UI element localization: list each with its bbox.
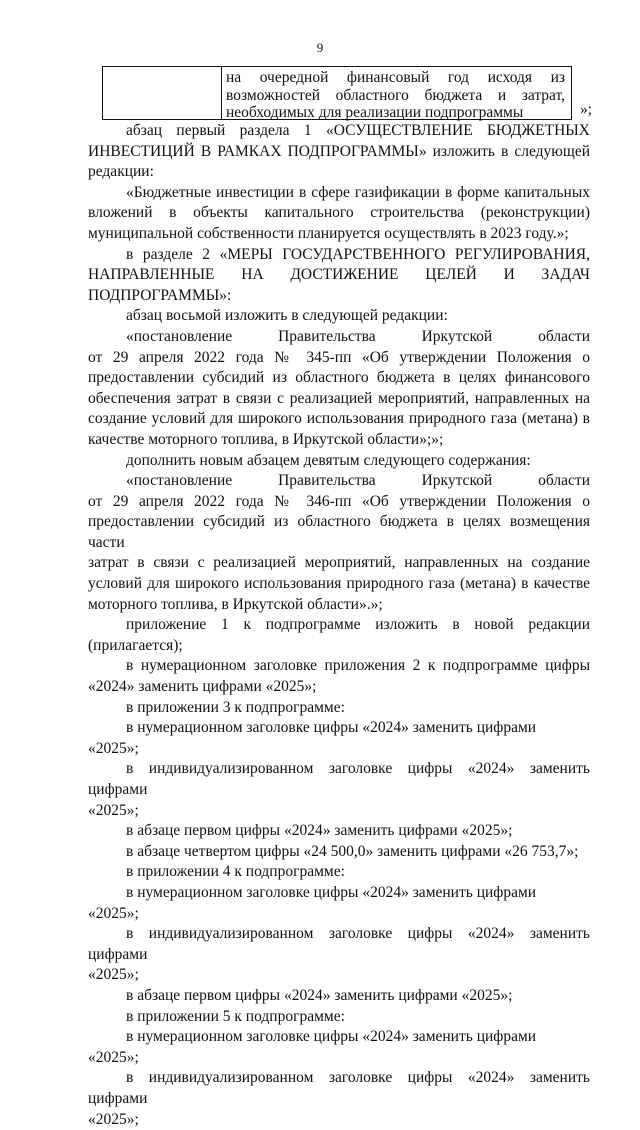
table-empty-cell	[103, 67, 222, 119]
paragraph	[88, 327, 590, 451]
text-line: ПОДПРОГРАММЫ»:	[88, 286, 590, 307]
text-line: в абзаце первом цифры «2024» заменить цифрами «2025»;	[88, 821, 590, 842]
text-line: ИНВЕСТИЦИЙ В РАМКАХ ПОДПРОГРАММЫ» изложить в следующей	[88, 142, 590, 163]
paragraph	[88, 821, 590, 842]
text-line: в индивидуализированном заголовке цифры «2024» заменить цифрами	[88, 759, 590, 800]
text-line: в абзаце четвертом цифры «24 500,0» заменить цифрами «26 753,7»;	[88, 842, 590, 863]
paragraph	[88, 451, 590, 472]
text-line: качестве моторного топлива, в Иркутской области»;»;	[88, 430, 590, 451]
paragraph	[88, 924, 590, 986]
paragraph	[88, 1027, 590, 1068]
text-line: «постановление Правительства Иркутской области	[88, 327, 590, 348]
table-fragment	[102, 66, 572, 120]
text-line: в приложении 4 к подпрограмме:	[88, 862, 590, 883]
text-line: в индивидуализированном заголовке цифры «2024» заменить цифрами	[88, 1068, 590, 1109]
paragraph	[88, 759, 590, 821]
table-line: возможностей областного бюджета и затрат,	[226, 87, 565, 105]
text-line: редакции:	[88, 162, 590, 183]
text-line: «Бюджетные инвестиции в сфере газификации в форме капитальных	[88, 183, 590, 204]
paragraph	[88, 471, 590, 615]
text-line: абзац первый раздела 1 «ОСУЩЕСТВЛЕНИЕ БЮДЖЕТНЫХ	[88, 121, 590, 142]
text-line: предоставлении субсидий из областного бюджета в целях возмещения части	[88, 512, 590, 553]
text-line: «2025»;	[88, 801, 590, 822]
text-line: в нумерационном заголовке цифры «2024» заменить цифрами «2025»;	[88, 718, 590, 759]
text-line: НАПРАВЛЕННЫЕ НА ДОСТИЖЕНИЕ ЦЕЛЕЙ И ЗАДАЧ	[88, 265, 590, 286]
text-line: в приложении 3 к подпрограмме:	[88, 698, 590, 719]
text-line: в нумерационном заголовке цифры «2024» заменить цифрами «2025»;	[88, 1027, 590, 1068]
text-line: «2024» заменить цифрами «2025»;	[88, 677, 590, 698]
text-line: от 29 апреля 2022 года № 346-пп «Об утверждении Положения о	[88, 492, 590, 513]
paragraph	[88, 615, 590, 656]
paragraph	[88, 306, 590, 327]
table-line: на очередной финансовый год исходя из	[226, 69, 565, 87]
text-line: абзац восьмой изложить в следующей редакции:	[88, 306, 590, 327]
paragraph	[88, 698, 590, 719]
page-number: 9	[0, 40, 640, 56]
table-line: необходимых для реализации подпрограммы	[226, 104, 565, 122]
paragraph	[88, 862, 590, 883]
text-line: предоставлении субсидий из областного бюджета в целях финансового	[88, 368, 590, 389]
paragraph	[88, 986, 590, 1007]
paragraph	[88, 245, 590, 307]
text-line: муниципальной собственности планируется осуществлять в 2023 году.»;	[88, 224, 590, 245]
paragraph	[88, 842, 590, 863]
text-line: моторного топлива, в Иркутской области».»;	[88, 595, 590, 616]
text-line: затрат в связи с реализацией мероприятий, направленных на создание	[88, 553, 590, 574]
text-line: «2025»;	[88, 1110, 590, 1130]
text-line: в абзаце первом цифры «2024» заменить цифрами «2025»;	[88, 986, 590, 1007]
text-line: условий для широкого использования природного газа (метана) в качестве	[88, 574, 590, 595]
text-line: «2025»;	[88, 965, 590, 986]
paragraph	[88, 183, 590, 245]
text-line: в нумерационном заголовке цифры «2024» заменить цифрами «2025»;	[88, 883, 590, 924]
text-line: дополнить новым абзацем девятым следующего содержания:	[88, 451, 590, 472]
document-body	[88, 121, 590, 1130]
text-line: «постановление Правительства Иркутской области	[88, 471, 590, 492]
text-line: в нумерационном заголовке приложения 2 к подпрограмме цифры	[88, 656, 590, 677]
text-line: обеспечения затрат в связи с реализацией мероприятий, направленных на	[88, 389, 590, 410]
table-text-cell	[226, 69, 565, 122]
text-line: приложение 1 к подпрограмме изложить в новой редакции	[88, 615, 590, 636]
text-line: в индивидуализированном заголовке цифры «2024» заменить цифрами	[88, 924, 590, 965]
paragraph	[88, 1068, 590, 1130]
text-line: от 29 апреля 2022 года № 345-пп «Об утверждении Положения о	[88, 348, 590, 369]
paragraph	[88, 656, 590, 697]
paragraph	[88, 883, 590, 924]
table-closing-mark: »;	[580, 101, 592, 119]
text-line: в разделе 2 «МЕРЫ ГОСУДАРСТВЕННОГО РЕГУЛИРОВАНИЯ,	[88, 245, 590, 266]
paragraph	[88, 121, 590, 183]
paragraph	[88, 718, 590, 759]
paragraph	[88, 1007, 590, 1028]
text-line: вложений в объекты капитального строительства (реконструкции)	[88, 203, 590, 224]
text-line: в приложении 5 к подпрограмме:	[88, 1007, 590, 1028]
text-line: создание условий для широкого использования природного газа (метана) в	[88, 409, 590, 430]
text-line: (прилагается);	[88, 636, 590, 657]
